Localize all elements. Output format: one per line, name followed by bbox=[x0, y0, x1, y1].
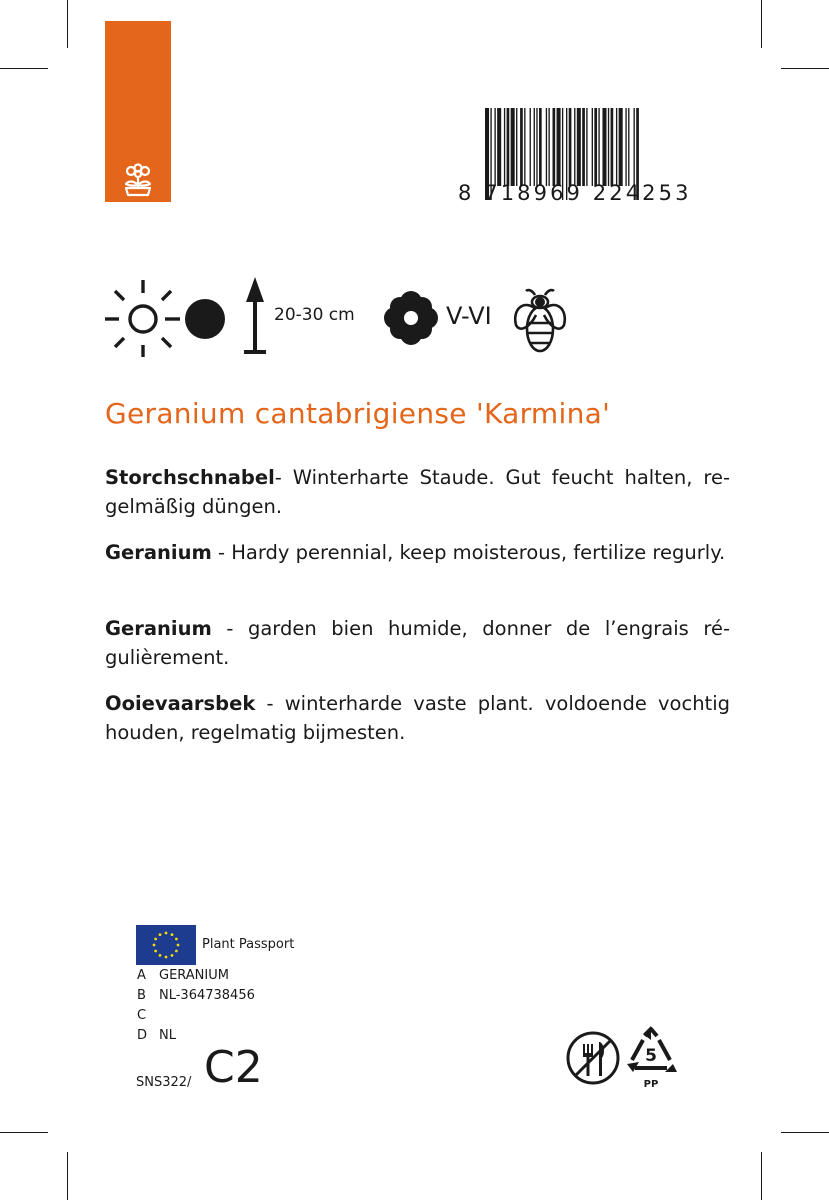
eu-star bbox=[165, 956, 168, 959]
passport-row-letter: D bbox=[137, 1028, 148, 1043]
crop-mark bbox=[781, 1132, 829, 1133]
care-icons-row bbox=[102, 275, 702, 365]
barcode-bar bbox=[569, 108, 572, 186]
eu-star bbox=[165, 932, 168, 935]
barcode-bar bbox=[497, 108, 501, 186]
height-arrow-icon bbox=[240, 275, 270, 357]
recycle-material: PP bbox=[643, 1079, 659, 1090]
barcode-bar bbox=[616, 108, 617, 186]
barcode-bar bbox=[511, 108, 515, 186]
eu-star bbox=[171, 954, 174, 957]
passport-row-letter: B bbox=[137, 988, 146, 1003]
sku-code: SNS322/ bbox=[136, 1075, 192, 1090]
barcode-bar bbox=[507, 108, 510, 186]
description-english bbox=[105, 538, 730, 567]
barcode-bar bbox=[536, 108, 537, 186]
description-german bbox=[105, 463, 730, 521]
barcode-bar bbox=[577, 108, 581, 186]
passport-row-letter: A bbox=[137, 968, 146, 983]
barcode-bar bbox=[592, 108, 593, 186]
recycle-pp-icon bbox=[623, 1026, 679, 1092]
brand-block bbox=[105, 21, 171, 202]
eu-star bbox=[153, 944, 156, 947]
crop-mark bbox=[0, 68, 48, 69]
description-text: - Winterharte Staude. Gut feucht halten, regelmäßig düngen. bbox=[105, 466, 730, 518]
description-text: - garden bien humide, donner de l’engrais régulièrement. bbox=[105, 617, 730, 669]
flower-pot-icon bbox=[118, 159, 158, 199]
light-requirements bbox=[102, 275, 232, 365]
flower-icon bbox=[382, 289, 440, 347]
passport-row-value: NL-364738456 bbox=[159, 988, 255, 1003]
shade-icon bbox=[185, 299, 225, 339]
eu-star bbox=[177, 944, 180, 947]
crop-mark bbox=[0, 1132, 48, 1133]
barcode-bar bbox=[524, 108, 525, 186]
barcode-bar bbox=[530, 108, 531, 186]
barcode-bar bbox=[548, 108, 549, 186]
barcode-bar bbox=[553, 108, 556, 186]
passport-row bbox=[137, 968, 229, 984]
passport-row-value: GERANIUM bbox=[159, 968, 229, 983]
barcode-bar bbox=[516, 108, 517, 186]
recycle-code: 5 bbox=[645, 1046, 657, 1066]
product-title: Geranium cantabrigiense 'Karmina' bbox=[105, 397, 611, 430]
passport-title: Plant Passport bbox=[202, 937, 295, 952]
common-name-french: Geranium bbox=[105, 617, 212, 640]
barcode-bar bbox=[625, 108, 626, 186]
eu-star bbox=[175, 938, 178, 941]
barcode-bar bbox=[598, 108, 599, 186]
barcode-bar bbox=[594, 108, 597, 186]
barcode-bar bbox=[557, 108, 561, 186]
barcode-bar bbox=[608, 108, 609, 186]
passport-row bbox=[137, 988, 255, 1004]
barcode-bar bbox=[628, 108, 629, 186]
common-name-dutch: Ooievaarsbek bbox=[105, 692, 256, 715]
barcode-bar bbox=[534, 108, 535, 186]
description-text: - Hardy perennial, keep moisterous, fertilize regurly. bbox=[211, 541, 726, 564]
common-name-english: Geranium bbox=[105, 541, 212, 564]
barcode-bar bbox=[539, 108, 542, 186]
description-dutch bbox=[105, 689, 730, 747]
eu-flag-icon bbox=[136, 925, 196, 965]
barcode-bar bbox=[586, 108, 587, 186]
eu-star bbox=[171, 933, 174, 936]
bloom-period: V-VI bbox=[446, 302, 492, 330]
barcode-bar bbox=[546, 108, 547, 186]
passport-row bbox=[137, 1028, 176, 1044]
eu-star bbox=[175, 950, 178, 953]
barcode-bar bbox=[504, 108, 505, 186]
crop-mark bbox=[761, 1152, 762, 1200]
description-french bbox=[105, 614, 730, 672]
crop-mark bbox=[781, 68, 829, 69]
passport-row bbox=[137, 1008, 159, 1024]
barcode-bar bbox=[611, 108, 614, 186]
barcode-digits: 8 718969 224253 bbox=[458, 181, 692, 205]
full-sun-icon bbox=[105, 280, 171, 357]
grade-code: C2 bbox=[204, 1042, 263, 1093]
barcode-bar bbox=[574, 108, 575, 186]
barcode-bar bbox=[520, 108, 523, 186]
barcode-bar bbox=[619, 108, 623, 186]
barcode-bar bbox=[582, 108, 585, 186]
barcode-bar bbox=[634, 108, 635, 186]
barcode bbox=[458, 108, 711, 210]
eu-star bbox=[159, 954, 162, 957]
eu-star bbox=[154, 938, 157, 941]
barcode-bar bbox=[494, 108, 495, 186]
passport-row-letter: C bbox=[137, 1008, 147, 1023]
crop-mark bbox=[67, 1152, 68, 1200]
eu-star bbox=[159, 933, 162, 936]
crop-mark bbox=[67, 0, 68, 48]
eu-star bbox=[154, 950, 157, 953]
not-food-safe-icon bbox=[565, 1030, 621, 1086]
common-name-german: Storchschnabel bbox=[105, 466, 275, 489]
plant-height: 20-30 cm bbox=[274, 305, 355, 325]
bee-icon bbox=[508, 285, 572, 357]
crop-mark bbox=[761, 0, 762, 48]
passport-row-value: NL bbox=[159, 1028, 176, 1043]
barcode-bar bbox=[602, 108, 606, 186]
description-text: - winterharde vaste plant. voldoende vochtig houden, regelmatig bijmesten. bbox=[105, 692, 730, 744]
